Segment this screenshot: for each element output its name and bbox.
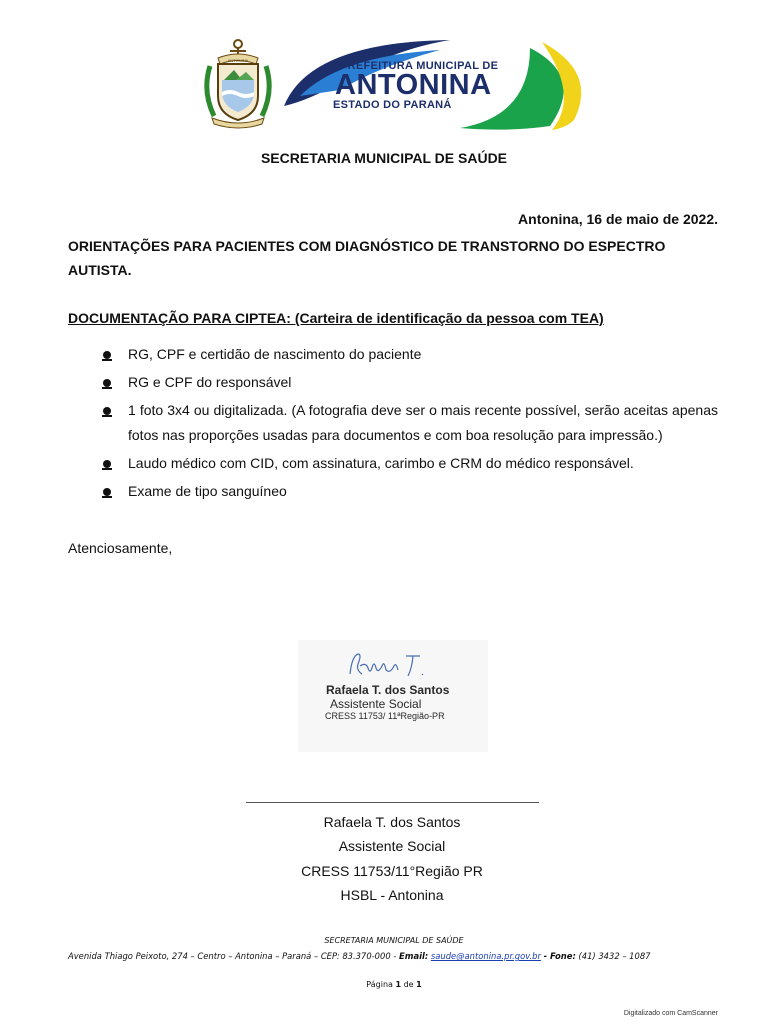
signer-name: Rafaela T. dos Santos	[323, 814, 461, 830]
brand-city-name: ANTONINA	[335, 69, 492, 101]
scanner-watermark: Digitalizado com CamScanner	[623, 1010, 718, 1017]
document-title: ORIENTAÇÕES PARA PACIENTES COM DIAGNÓSTICO DE TRANSTORNO DO ESPECTRO AUTISTA.	[68, 238, 666, 278]
bullet-icon	[103, 379, 111, 387]
footer-address	[68, 951, 650, 961]
coat-ribbon-text: ANTONINA	[227, 58, 249, 63]
coat-of-arms-logo	[200, 36, 276, 130]
page-of: de	[403, 980, 414, 989]
list-item	[100, 451, 718, 476]
bullet-icon	[103, 460, 111, 468]
closing-text: Atenciosamente,	[68, 540, 173, 556]
brand-state-label: ESTADO DO PARANÁ	[333, 99, 452, 111]
list-item-text: RG e CPF do responsável	[128, 374, 292, 390]
bullet-icon	[103, 407, 111, 415]
department-heading: SECRETARIA MUNICIPAL DE SAÚDE	[260, 150, 508, 166]
footer-email-link[interactable]: saude@antonina.pr.gov.br	[430, 951, 541, 961]
document-date: Antonina, 16 de maio de 2022.	[518, 211, 718, 227]
footer-email-label: Email:	[399, 951, 429, 961]
page-current: 1	[395, 980, 402, 989]
list-item	[100, 342, 718, 367]
footer-department: SECRETARIA MUNICIPAL DE SAÚDE	[324, 936, 464, 945]
list-item-text: 1 foto 3x4 ou digitalizada. (A fotografia deve ser o mais recente possível, serão aceitas apenas fotos nas proporções usadas para documentos e com boa resolução para impressão.)	[128, 402, 718, 443]
brand-prefeitura-label: PREFEITURA MUNICIPAL DE	[340, 60, 499, 72]
stamp-role: Assistente Social	[330, 697, 422, 711]
list-item	[100, 479, 718, 504]
footer-phone-label: - Fone:	[543, 951, 576, 961]
footer-phone: (41) 3432 – 1087	[578, 951, 651, 961]
bullet-icon	[103, 351, 111, 359]
page-word: Página	[366, 980, 393, 989]
stamp-cress: CRESS 11753/ 11ªRegião-PR	[325, 711, 445, 721]
list-item	[100, 370, 718, 395]
bullet-icon	[103, 488, 111, 496]
signature-line	[246, 802, 539, 803]
requirements-list	[100, 342, 718, 507]
signer-role: Assistente Social	[338, 838, 446, 854]
signer-cress: CRESS 11753/11°Região PR	[301, 863, 483, 879]
list-item	[100, 398, 718, 448]
footer-address-text: Avenida Thiago Peixoto, 274 – Centro – Antonina – Paraná – CEP: 83.370-000 -	[68, 951, 400, 961]
list-item-text: RG, CPF e certidão de nascimento do paciente	[128, 346, 422, 362]
signer-unit: HSBL - Antonina	[340, 887, 444, 903]
list-item-text: Laudo médico com CID, com assinatura, carimbo e CRM do médico responsável.	[128, 455, 634, 471]
handwritten-signature	[346, 648, 436, 684]
documentation-heading: DOCUMENTAÇÃO PARA CIPTEA: (Carteira de identificação da pessoa com TEA)	[68, 310, 604, 326]
list-item-text: Exame de tipo sanguíneo	[128, 483, 287, 499]
stamp-name: Rafaela T. dos Santos	[326, 683, 450, 697]
page-total: 1	[416, 980, 422, 989]
page-number	[0, 980, 768, 989]
